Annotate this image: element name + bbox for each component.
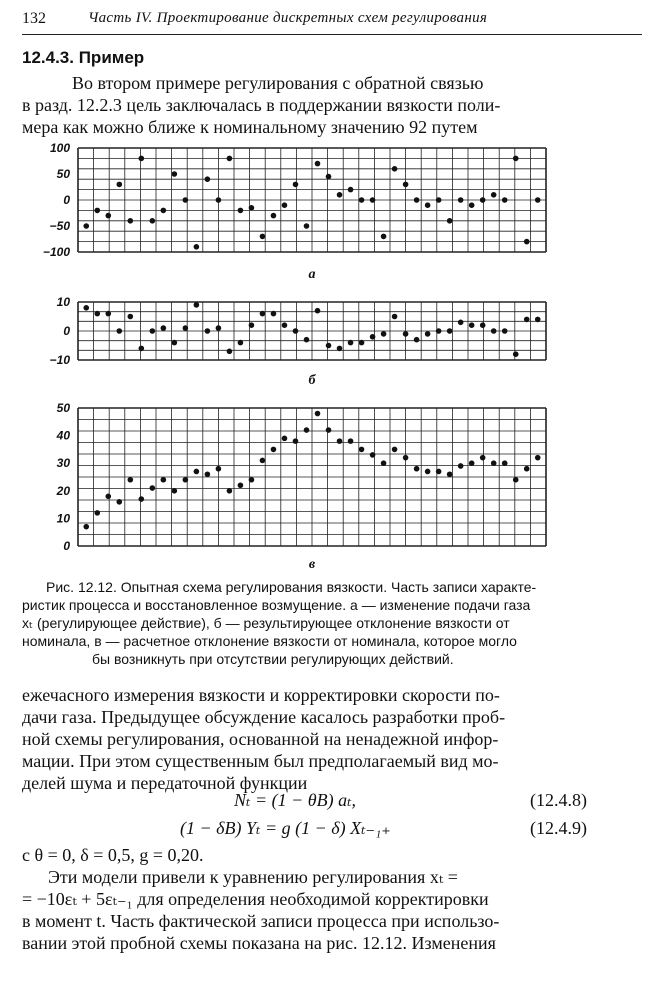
- data-point: [381, 234, 387, 240]
- y-tick-label: 50: [56, 167, 70, 181]
- data-point: [502, 460, 508, 466]
- data-point: [348, 187, 354, 193]
- data-point: [205, 328, 211, 334]
- data-point: [293, 328, 299, 334]
- data-point: [238, 340, 244, 346]
- data-point: [337, 438, 343, 444]
- data-point: [326, 427, 332, 433]
- y-tick-label: 40: [56, 428, 70, 443]
- page-header: [22, 8, 642, 35]
- caption-line: xₜ (регулирующее действие), б — результирующее отклонение вязкости от: [22, 615, 510, 631]
- data-point: [116, 182, 122, 188]
- caption-line: Рис. 12.12. Опытная схема регулирования вязкости. Часть записи характе-: [46, 579, 537, 595]
- data-point: [425, 202, 431, 208]
- text-line: делей шума и передаточной функции: [22, 773, 308, 793]
- data-point: [315, 161, 321, 167]
- data-point: [425, 331, 431, 337]
- data-point: [172, 488, 178, 494]
- data-point: [381, 331, 387, 337]
- data-point: [458, 320, 464, 326]
- data-point: [524, 317, 530, 323]
- data-point: [260, 311, 266, 317]
- data-point: [249, 322, 255, 328]
- data-point: [238, 208, 244, 214]
- data-point: [469, 202, 475, 208]
- data-point: [447, 471, 453, 477]
- panel-label: б: [308, 373, 316, 388]
- data-point: [116, 328, 122, 334]
- data-point: [491, 328, 497, 334]
- data-point: [282, 436, 288, 442]
- data-point: [304, 337, 310, 343]
- data-point: [293, 182, 299, 188]
- data-point: [227, 156, 233, 162]
- data-point: [150, 218, 156, 224]
- data-point: [161, 325, 167, 331]
- data-point: [139, 346, 145, 352]
- data-point: [205, 471, 211, 477]
- data-point: [392, 314, 398, 320]
- data-point: [480, 197, 486, 203]
- data-point: [403, 455, 409, 461]
- data-point: [216, 466, 222, 472]
- data-point: [271, 213, 277, 219]
- params-line: [22, 844, 645, 866]
- data-point: [513, 477, 519, 483]
- data-point: [337, 192, 343, 198]
- data-point: [271, 311, 277, 317]
- data-point: [436, 469, 442, 475]
- data-point: [370, 197, 376, 203]
- body-paragraph-2: [22, 866, 645, 954]
- text-line: дачи газа. Предыдущее обсуждение касалось разработки проб-: [22, 707, 506, 727]
- data-point: [105, 494, 111, 500]
- grid: [78, 408, 546, 546]
- body-paragraph-1: [22, 684, 645, 794]
- data-point: [502, 328, 508, 334]
- data-point: [458, 463, 464, 469]
- data-point: [128, 314, 134, 320]
- equation-number: (12.4.8): [530, 790, 587, 810]
- data-point: [326, 174, 332, 180]
- y-tick-label: −50: [49, 219, 70, 233]
- data-point: [480, 322, 486, 328]
- data-point: [205, 176, 211, 182]
- data-point: [128, 477, 134, 483]
- data-point: [216, 197, 222, 203]
- data-point: [150, 485, 156, 491]
- y-tick-label: 10: [56, 296, 70, 309]
- caption-line: бы возникнуть при отсутствии регулирующих действий.: [92, 651, 454, 667]
- data-point: [260, 458, 266, 464]
- data-point: [183, 325, 189, 331]
- data-point: [161, 477, 167, 483]
- intro-paragraph: [22, 72, 645, 138]
- data-point: [293, 438, 299, 444]
- panel-label: а: [308, 267, 316, 282]
- data-point: [94, 510, 100, 516]
- data-point: [116, 499, 122, 505]
- data-point: [94, 208, 100, 214]
- data-point: [414, 337, 420, 343]
- data-point: [370, 334, 376, 340]
- data-point: [513, 351, 519, 357]
- data-point: [172, 171, 178, 177]
- text-line: = −10εₜ + 5εₜ₋₁ для определения необходимой корректировки: [22, 889, 489, 909]
- text-line: ежечасного измерения вязкости и корректировки скорости по-: [22, 685, 500, 705]
- data-point: [249, 205, 255, 211]
- chart-panel-b: [0, 296, 667, 390]
- chart-a-svg: [0, 140, 667, 290]
- data-point: [359, 197, 365, 203]
- data-point: [348, 438, 354, 444]
- text-line: ной схемы регулирования, основанной на ненадежной инфор-: [22, 729, 499, 749]
- data-point: [491, 192, 497, 198]
- data-point: [414, 466, 420, 472]
- y-tick-label: −100: [42, 245, 70, 259]
- data-point: [271, 447, 277, 453]
- y-tick-label: 0: [63, 324, 70, 338]
- chart-c-svg: [0, 398, 667, 574]
- data-point: [524, 239, 530, 245]
- data-point: [105, 213, 111, 219]
- data-point: [161, 208, 167, 214]
- grid: [78, 302, 546, 360]
- data-point: [183, 197, 189, 203]
- caption-line: ристик процесса и восстановленное возмущение. а — изменение подачи газа: [22, 597, 531, 613]
- page-number: 132: [22, 10, 46, 27]
- caption-line: номинала, в — расчетное отклонение вязкости от номинала, которое могло: [22, 633, 517, 649]
- y-tick-label: 10: [56, 511, 70, 526]
- data-point: [403, 182, 409, 188]
- data-point: [183, 477, 189, 483]
- data-point: [381, 460, 387, 466]
- text-line: с θ = 0, δ = 0,5, g = 0,20.: [22, 845, 204, 865]
- data-point: [447, 218, 453, 224]
- data-point: [194, 302, 200, 308]
- data-point: [337, 346, 343, 352]
- data-point: [216, 325, 222, 331]
- y-tick-label: 0: [63, 539, 70, 553]
- data-point: [491, 460, 497, 466]
- data-point: [392, 447, 398, 453]
- text-line: вании этой пробной схемы показана на рис. 12.12. Изменения: [22, 933, 496, 953]
- data-point: [392, 166, 398, 172]
- text-line: Во втором примере регулирования с обратной связью: [72, 73, 484, 93]
- equation-12-4-8: [22, 790, 645, 814]
- data-point: [535, 317, 541, 323]
- data-point: [535, 197, 541, 203]
- section-heading: 12.4.3. Пример: [22, 48, 145, 67]
- data-point: [194, 469, 200, 475]
- equation-12-4-9: [22, 818, 645, 842]
- data-point: [282, 202, 288, 208]
- panel-label: в: [308, 557, 316, 572]
- y-tick-label: 50: [56, 401, 70, 415]
- data-point: [414, 197, 420, 203]
- data-point: [447, 328, 453, 334]
- data-point: [227, 349, 233, 355]
- data-point: [326, 343, 332, 349]
- data-point: [238, 482, 244, 488]
- data-point: [502, 197, 508, 203]
- text-line: мации. При этом существенным был предполагаемый вид мо-: [22, 751, 499, 771]
- data-point: [480, 455, 486, 461]
- running-title: Часть IV. Проектирование дискретных схем регулирования: [88, 10, 488, 26]
- data-point: [370, 452, 376, 458]
- data-point: [260, 234, 266, 240]
- data-point: [282, 322, 288, 328]
- data-point: [513, 156, 519, 162]
- data-point: [348, 340, 354, 346]
- equation-formula: (1 − δB) Yₜ = g (1 − δ) Xₜ₋₁₊: [180, 818, 391, 838]
- data-point: [535, 455, 541, 461]
- data-point: [194, 244, 200, 250]
- data-point: [139, 156, 145, 162]
- data-point: [105, 311, 111, 317]
- grid: [78, 148, 546, 252]
- data-point: [304, 223, 310, 229]
- data-point: [139, 496, 145, 502]
- data-point: [172, 340, 178, 346]
- data-point: [436, 328, 442, 334]
- text-line: в разд. 12.2.3 цель заключалась в поддержании вязкости поли-: [22, 95, 501, 115]
- text-line: мера как можно ближе к номинальному значению 92 путем: [22, 117, 478, 137]
- data-point: [315, 308, 321, 314]
- data-point: [249, 477, 255, 483]
- data-point: [128, 218, 134, 224]
- figure-caption: [22, 578, 645, 668]
- y-tick-label: 30: [56, 456, 70, 471]
- data-point: [150, 328, 156, 334]
- data-point: [436, 197, 442, 203]
- data-point: [359, 447, 365, 453]
- equation-formula: Nₜ = (1 − θB) aₜ,: [234, 790, 357, 810]
- chart-panel-a: [0, 140, 667, 290]
- text-line: Эти модели привели к уравнению регулирования xₜ =: [48, 867, 458, 887]
- data-point: [227, 488, 233, 494]
- data-point: [83, 223, 89, 229]
- data-point: [83, 524, 89, 530]
- data-point: [315, 411, 321, 417]
- data-point: [83, 305, 89, 311]
- chart-panel-c: [0, 398, 667, 574]
- data-point: [469, 460, 475, 466]
- y-tick-label: 0: [63, 193, 70, 207]
- chart-b-svg: [0, 296, 667, 390]
- data-point: [94, 311, 100, 317]
- data-point: [469, 322, 475, 328]
- data-point: [458, 197, 464, 203]
- y-tick-label: −10: [49, 353, 70, 367]
- y-tick-label: 20: [56, 483, 70, 498]
- data-point: [425, 469, 431, 475]
- equation-number: (12.4.9): [530, 818, 587, 838]
- y-tick-label: 100: [49, 141, 70, 155]
- data-point: [359, 340, 365, 346]
- data-point: [524, 466, 530, 472]
- text-line: в момент t. Часть фактической записи процесса при использо-: [22, 911, 500, 931]
- data-point: [304, 427, 310, 433]
- data-point: [403, 331, 409, 337]
